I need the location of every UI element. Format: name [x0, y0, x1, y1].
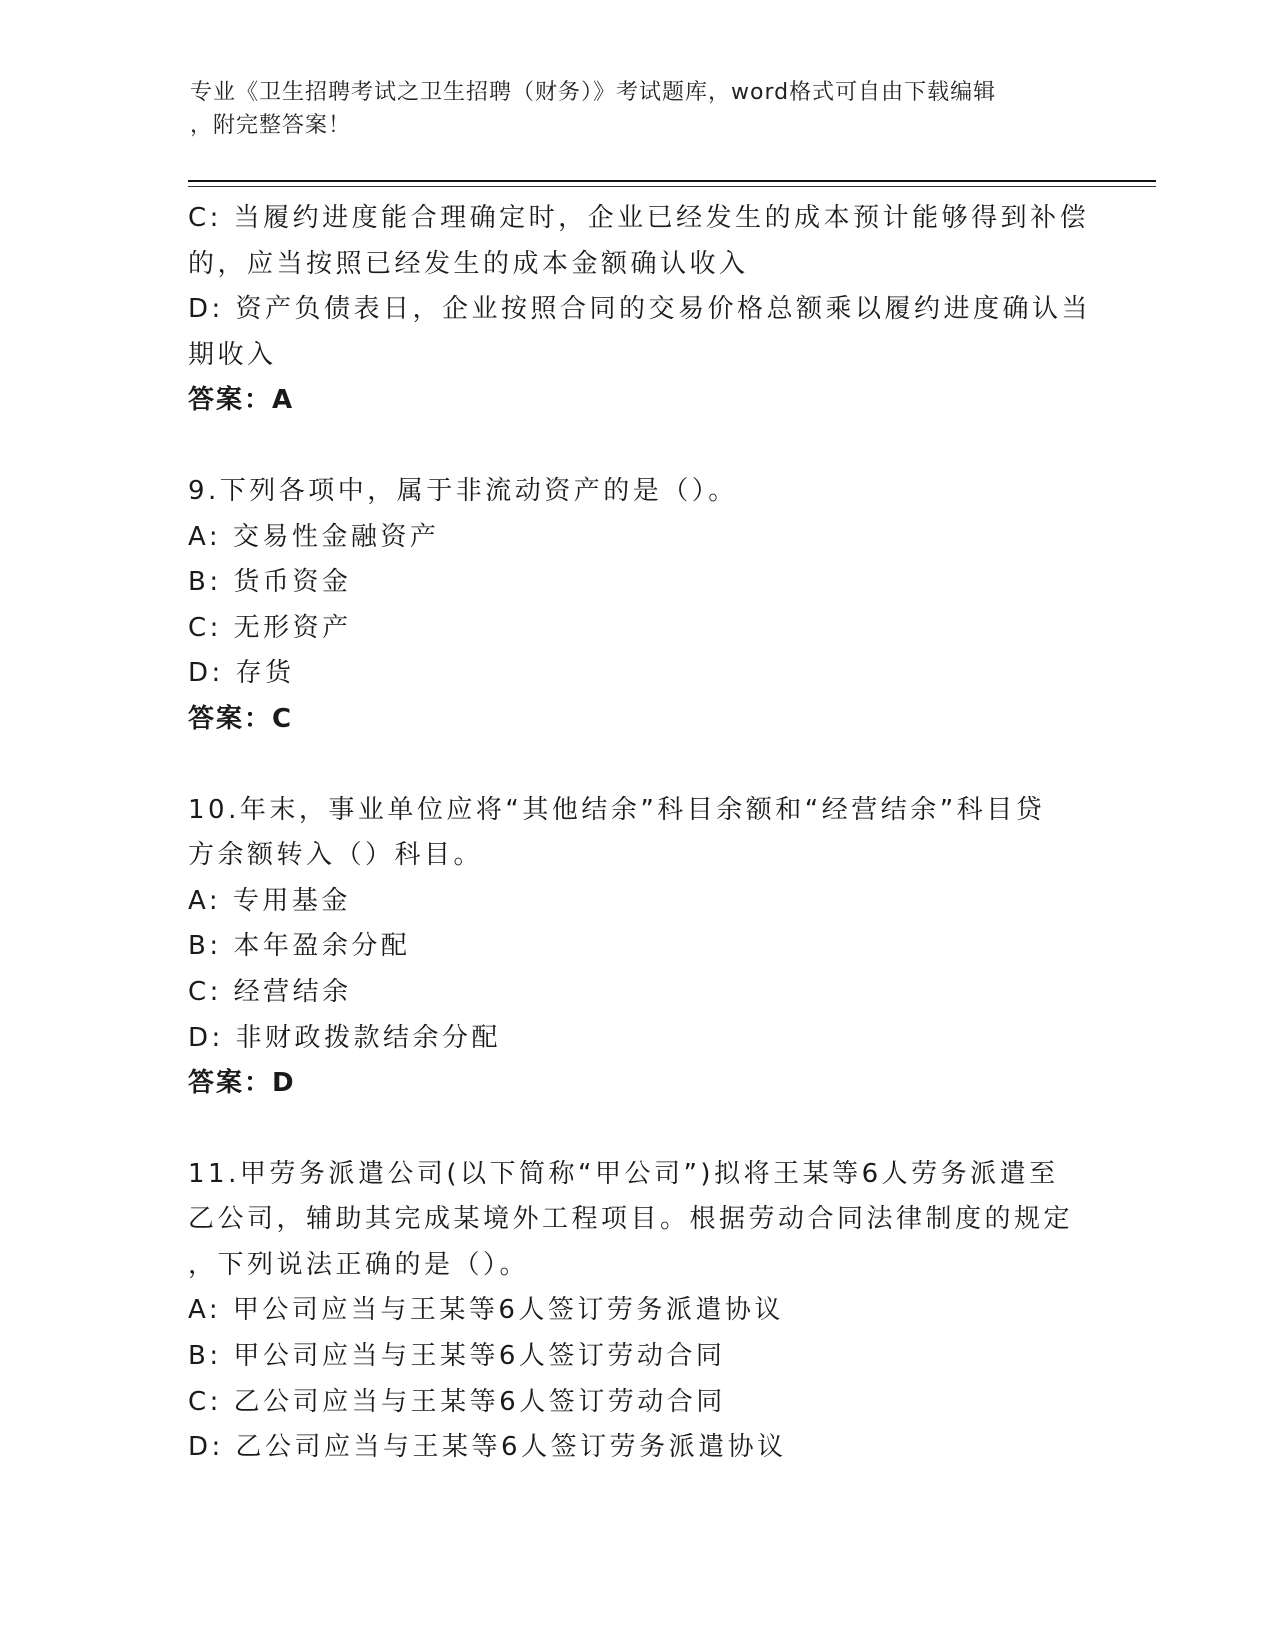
answer-q10: 答案：D	[188, 1068, 296, 1099]
option-d-line-2: 期收入	[188, 339, 277, 370]
spacer	[188, 1107, 1088, 1152]
question-11-option-a: A: 甲公司应当与王某等6人签订劳务派遣协议	[188, 1295, 784, 1326]
answer-q9: 答案：C	[188, 703, 294, 734]
question-10-option-c: C: 经营结余	[188, 976, 352, 1007]
spacer	[188, 424, 1088, 469]
option-c-line-1: C: 当履约进度能合理确定时，企业已经发生的成本预计能够得到补偿	[188, 203, 1090, 233]
answer-q8: 答案：A	[188, 385, 295, 416]
question-11-option-b: B: 甲公司应当与王某等6人签订劳动合同	[188, 1341, 726, 1372]
question-11-stem-line-3: ，下列说法正确的是（）。	[188, 1249, 530, 1280]
question-10-option-a: A: 专用基金	[188, 885, 351, 916]
header-line-1: 专业《卫生招聘考试之卫生招聘（财务）》考试题库，word格式可自由下载编辑	[190, 80, 997, 105]
question-11-option-d: D: 乙公司应当与王某等6人签订劳务派遣协议	[188, 1432, 787, 1463]
header-line-2: ，附完整答案！	[190, 113, 352, 138]
question-10-option-b: B: 本年盈余分配	[188, 931, 411, 962]
question-9-option-a: A: 交易性金融资产	[188, 521, 440, 552]
question-9-option-d: D: 存货	[188, 658, 295, 689]
question-body	[188, 196, 1092, 1471]
question-11-option-c: C: 乙公司应当与王某等6人签订劳动合同	[188, 1386, 726, 1417]
question-10-option-d: D: 非财政拨款结余分配	[188, 1022, 502, 1053]
header-divider-thin	[188, 186, 1156, 187]
question-10-stem-line-1: 10.年末，事业单位应将“其他结余”科目余额和“经营结余”科目贷	[188, 794, 1046, 825]
question-9-option-c: C: 无形资产	[188, 612, 352, 643]
spacer	[188, 743, 1088, 788]
option-d-line-1: D: 资产负债表日，企业按照合同的交易价格总额乘以履约进度确认当	[188, 294, 1092, 325]
question-10-stem-line-2: 方余额转入（）科目。	[188, 840, 484, 871]
question-9-stem: 9.下列各项中，属于非流动资产的是（）。	[188, 475, 738, 506]
question-9-option-b: B: 货币资金	[188, 567, 352, 598]
question-11-stem-line-2: 乙公司，辅助其完成某境外工程项目。根据劳动合同法律制度的规定	[188, 1204, 1074, 1235]
header-divider-thick	[188, 180, 1156, 182]
question-11-stem-line-1: 11.甲劳务派遣公司(以下简称“甲公司”)拟将王某等6人劳务派遣至	[188, 1158, 1059, 1189]
option-c-line-2: 的，应当按照已经发生的成本金额确认收入	[188, 248, 749, 279]
page-header	[190, 76, 1090, 142]
